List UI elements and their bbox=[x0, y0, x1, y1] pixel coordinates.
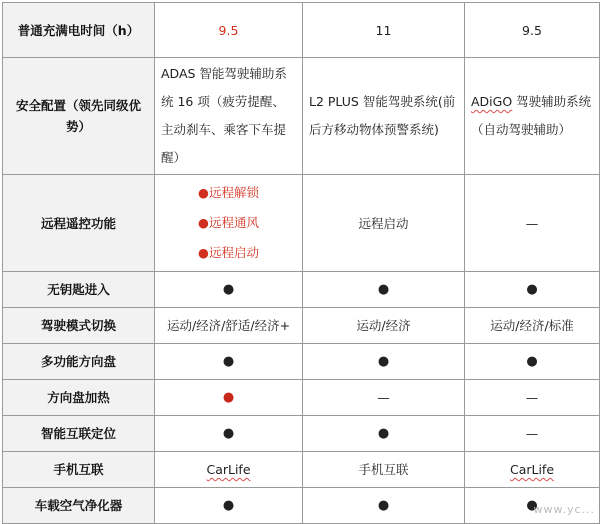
cell-text: 驾驶辅助系统（自动驾驶辅助） bbox=[471, 94, 592, 137]
table-cell: — bbox=[465, 175, 600, 272]
table-cell: ● bbox=[465, 344, 600, 380]
row-label: 智能互联定位 bbox=[3, 416, 155, 452]
table-cell bbox=[155, 452, 303, 488]
table-cell: ● bbox=[155, 416, 303, 452]
row-label: 普通充满电时间（h） bbox=[3, 3, 155, 58]
table-cell: — bbox=[465, 380, 600, 416]
row-label: 无钥匙进入 bbox=[3, 272, 155, 308]
table-cell: 11 bbox=[303, 3, 465, 58]
table-row bbox=[3, 416, 600, 452]
row-label: 多功能方向盘 bbox=[3, 344, 155, 380]
watermark: www.yc... bbox=[533, 503, 595, 516]
table-cell: ● bbox=[303, 416, 465, 452]
table-cell: ● bbox=[155, 344, 303, 380]
table-cell bbox=[465, 452, 600, 488]
table-cell: ● bbox=[465, 488, 600, 524]
row-label: 远程遥控功能 bbox=[3, 175, 155, 272]
table-row bbox=[3, 344, 600, 380]
list-item: ●远程解锁 bbox=[198, 185, 259, 200]
table-cell: ADAS 智能驾驶辅助系统 16 项（疲劳提醒、主动刹车、乘客下车提醒） bbox=[155, 58, 303, 175]
table-cell: ● bbox=[303, 344, 465, 380]
row-label: 车载空气净化器 bbox=[3, 488, 155, 524]
cell-text: CarLife bbox=[206, 462, 251, 477]
list-item: ●远程启动 bbox=[198, 245, 259, 260]
table-row bbox=[3, 488, 600, 524]
row-label: 驾驶模式切换 bbox=[3, 308, 155, 344]
table-cell: ● bbox=[303, 488, 465, 524]
table-row bbox=[3, 452, 600, 488]
table-cell: 运动/经济/标准 bbox=[465, 308, 600, 344]
cell-text: CarLife bbox=[509, 462, 555, 477]
table-cell bbox=[155, 175, 303, 272]
table-cell: 9.5 bbox=[465, 3, 600, 58]
table-cell: ● bbox=[465, 272, 600, 308]
table-cell: ● bbox=[155, 488, 303, 524]
table-row bbox=[3, 175, 600, 272]
table-row bbox=[3, 3, 600, 58]
table-row bbox=[3, 58, 600, 175]
table-cell: ● bbox=[155, 380, 303, 416]
table-cell: ● bbox=[303, 272, 465, 308]
table-cell: L2 PLUS 智能驾驶系统(前后方移动物体预警系统) bbox=[303, 58, 465, 175]
table-cell bbox=[465, 58, 600, 175]
brand-text: ADiGO bbox=[471, 94, 513, 109]
table-cell: 9.5 bbox=[155, 3, 303, 58]
row-label: 手机互联 bbox=[3, 452, 155, 488]
row-label: 方向盘加热 bbox=[3, 380, 155, 416]
table-cell: 手机互联 bbox=[303, 452, 465, 488]
table-row bbox=[3, 380, 600, 416]
list-item: ●远程通风 bbox=[198, 215, 259, 230]
table-row bbox=[3, 272, 600, 308]
comparison-table bbox=[2, 2, 600, 524]
table-cell: ● bbox=[155, 272, 303, 308]
table-cell: 远程启动 bbox=[303, 175, 465, 272]
table-cell: — bbox=[303, 380, 465, 416]
table-cell: — bbox=[465, 416, 600, 452]
table-cell: 运动/经济 bbox=[303, 308, 465, 344]
table-cell: 运动/经济/舒适/经济+ bbox=[155, 308, 303, 344]
row-label: 安全配置（领先同级优势） bbox=[3, 58, 155, 175]
table-row bbox=[3, 308, 600, 344]
